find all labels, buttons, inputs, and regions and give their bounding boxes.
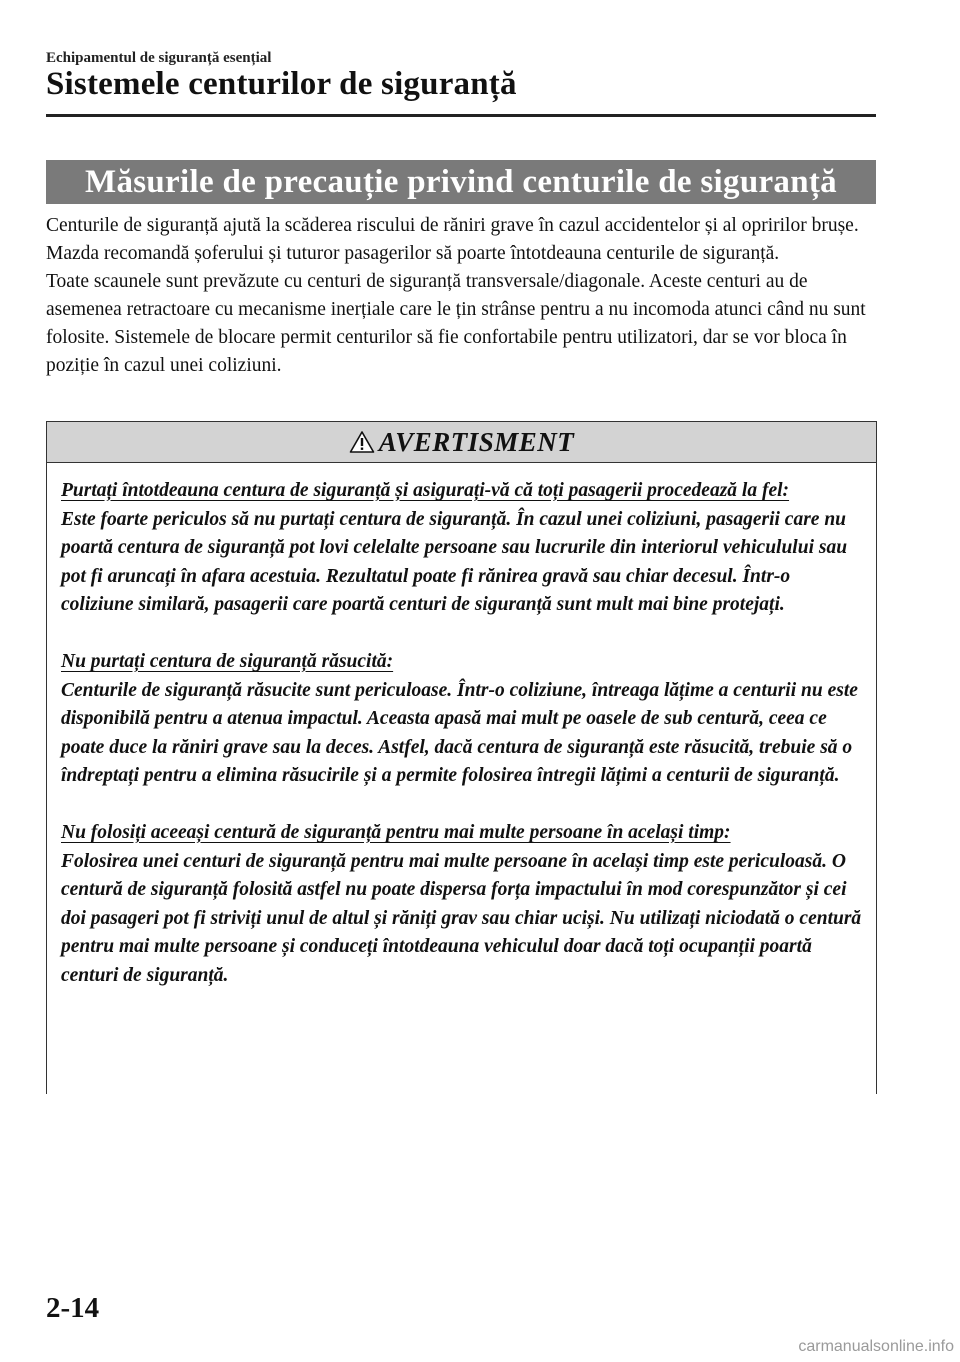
warning-item-lead-text: Purtați întotdeauna centura de siguranță și asigurați-vă că toți pasagerii procedează la fel:: [61, 480, 790, 501]
warning-item: [61, 819, 862, 991]
warning-item-text: Este foarte periculos să nu purtați centura de siguranță. În cazul unei coliziuni, pasagerii care nu poartă centura de siguranță pot lovi celelalte persoane sau lucrurile din interiorul vehiculului sau pot fi aruncați în afara acestuia. Rezultatul poate fi rănirea gravă sau chiar decesul. Într-o coliziune similară, pasagerii care poartă centuri de siguranță sunt mult mai bine protejați.: [61, 508, 848, 616]
warning-item-lead-text: Nu purtați centura de siguranță răsucită:: [61, 650, 394, 672]
warning-header: [47, 422, 876, 463]
warning-item-text: Centurile de siguranță răsucite sunt periculoase. Într-o coliziune, întreaga lățime a centurii nu este disponibilă pentru a atenua impactul. Aceasta apasă mai mult pe oasele de sub centură, ceea ce poate duce la răniri grave sau la deces. Astfel, dacă centura de siguranță este răsucită, trebuie să o îndreptați pentru a elimina răsucirile și a permite folosirea întregii lățimi a centurii de siguranță.: [61, 679, 858, 787]
warning-item-text: Folosirea unei centuri de siguranță pentru mai multe persoane în același timp este periculoasă. O centură de siguranță folosită astfel nu poate dispersa forța impactului în mod corespunzător și cei doi pasageri pot fi striviți unul de altul și răniți grav sau chiar uciși. Nu utilizați niciodată o centură pentru mai multe persoane și conduceți întotdeauna vehiculul doar dacă toți ocupanții poartă centuri de siguranță.: [61, 850, 862, 986]
header-divider: [46, 114, 876, 117]
page-number: 2-14: [46, 1292, 100, 1324]
warning-body: [47, 463, 876, 991]
topic-banner-title: Măsurile de precauție privind centurile de siguranță: [85, 163, 837, 200]
intro-paragraph: Toate scaunele sunt prevăzute cu centuri de siguranță transversale/diagonale. Aceste centuri au de asemenea retractoare cu mecanisme inerțiale care le țin strânse pentru a nu incomoda atunci când nu sunt folosite. Sistemele de blocare permit centurilor să fie confortabile pentru utilizatori, dar se vor bloca în poziție în cazul unei coliziuni.: [46, 271, 866, 376]
warning-item: [61, 648, 862, 791]
warning-triangle-icon: [349, 430, 375, 454]
intro-text: [46, 212, 876, 380]
topic-banner: [46, 160, 876, 204]
warning-item-lead: [61, 477, 862, 506]
warning-item: [61, 477, 862, 620]
warning-title: AVERTISMENT: [378, 426, 575, 457]
section-title: Sistemele centurilor de siguranță: [46, 66, 517, 102]
watermark: carmanualsonline.info: [798, 1338, 954, 1355]
warning-item-lead-text: Nu folosiți aceeași centură de siguranță pentru mai multe persoane în același timp:: [61, 821, 731, 843]
intro-paragraph: Centurile de siguranță ajută la scăderea riscului de răniri grave în cazul accidentelor și al opririlor brușe. Mazda recomandă șoferului și tuturor pasagerilor să poarte întotdeauna centurile de siguranță.: [46, 215, 859, 264]
warning-box: [46, 421, 877, 1094]
chapter-heading: Echipamentul de siguranță esențial: [46, 50, 272, 66]
warning-item-lead: [61, 648, 862, 677]
warning-item-lead: [61, 819, 862, 848]
